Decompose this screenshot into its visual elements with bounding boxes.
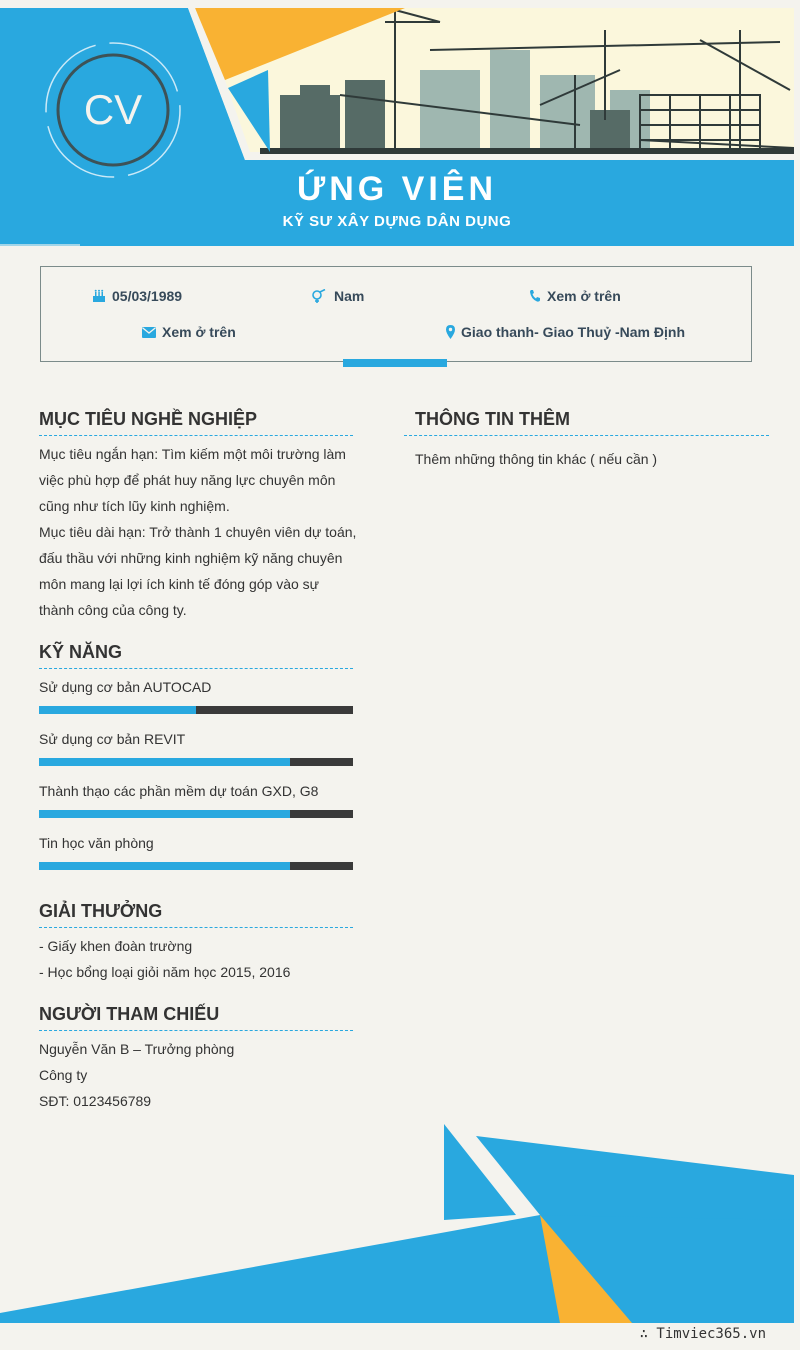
skill-bar-fill bbox=[39, 810, 290, 818]
birthday-value: 05/03/1989 bbox=[112, 288, 183, 304]
address-info bbox=[446, 324, 685, 340]
objective-line: việc phù hợp để phát huy năng lực chuyên môn bbox=[39, 472, 336, 488]
awards-list bbox=[39, 933, 369, 985]
reference-line: Công ty bbox=[39, 1067, 88, 1083]
cv-logo-text: CV bbox=[83, 86, 143, 133]
objective-line: Mục tiêu ngắn hạn: Tìm kiếm một môi trường làm bbox=[39, 446, 346, 462]
objective-line: đấu thầu với những kinh nghiệm kỹ năng chuyên bbox=[39, 550, 343, 566]
site-credit: ∴ Timviec365.vn bbox=[639, 1326, 766, 1342]
skills-heading: KỸ NĂNG bbox=[39, 642, 353, 669]
skill-label: Tin học văn phòng bbox=[39, 835, 154, 851]
skill-label: Sử dụng cơ bản REVIT bbox=[39, 731, 186, 747]
job-title: KỸ SƯ XÂY DỰNG DÂN DỤNG bbox=[282, 213, 512, 230]
references-heading: NGƯỜI THAM CHIẾU bbox=[39, 1004, 353, 1031]
phone-info bbox=[529, 288, 621, 304]
objective-line: Mục tiêu dài hạn: Trở thành 1 chuyên viên dự toán, bbox=[39, 524, 357, 540]
birthday-cake-icon bbox=[92, 289, 106, 303]
award-item: - Giấy khen đoàn trường bbox=[39, 938, 193, 954]
gender-value: Nam bbox=[334, 288, 365, 304]
extra-info-text: Thêm những thông tin khác ( nếu cần ) bbox=[415, 451, 658, 467]
reference-line: SĐT: 0123456789 bbox=[39, 1093, 152, 1109]
address-value: Giao thanh- Giao Thuỷ -Nam Định bbox=[461, 324, 685, 340]
birthday-info bbox=[92, 288, 182, 304]
phone-icon bbox=[529, 289, 541, 303]
skill-bar bbox=[39, 810, 353, 818]
skill-bar bbox=[39, 862, 353, 870]
objective-text bbox=[39, 441, 369, 623]
skill-bar-fill bbox=[39, 706, 196, 714]
personal-info-box bbox=[40, 266, 752, 362]
email-info bbox=[142, 324, 236, 340]
cv-logo bbox=[42, 40, 184, 182]
extra-info-heading: THÔNG TIN THÊM bbox=[404, 409, 769, 436]
gender-info bbox=[311, 288, 364, 304]
envelope-icon bbox=[142, 327, 156, 338]
email-value: Xem ở trên bbox=[162, 324, 236, 340]
phone-value: Xem ở trên bbox=[547, 288, 621, 304]
info-box-accent-bar bbox=[343, 359, 447, 367]
objective-heading: MỤC TIÊU NGHỀ NGHIỆP bbox=[39, 409, 353, 436]
reference-line: Nguyễn Văn B – Trưởng phòng bbox=[39, 1041, 235, 1057]
skill-bar-fill bbox=[39, 862, 290, 870]
awards-heading: GIẢI THƯỞNG bbox=[39, 901, 353, 928]
gender-icon bbox=[311, 289, 328, 303]
map-marker-icon bbox=[446, 325, 455, 339]
references-list bbox=[39, 1036, 369, 1114]
footer-decoration bbox=[0, 1120, 794, 1325]
skill-label: Sử dụng cơ bản AUTOCAD bbox=[39, 679, 212, 695]
skill-label: Thành thạo các phần mềm dự toán GXD, G8 bbox=[39, 783, 319, 799]
skill-bar-fill bbox=[39, 758, 290, 766]
objective-line: thành công của công ty. bbox=[39, 602, 187, 618]
skill-bar bbox=[39, 758, 353, 766]
objective-line: môn mang lại lợi ích kinh tế đóng góp vào sự bbox=[39, 576, 320, 592]
objective-line: cũng như tích lũy kinh nghiệm. bbox=[39, 498, 230, 514]
award-item: - Học bổng loại giỏi năm học 2015, 2016 bbox=[39, 964, 291, 980]
skill-bar bbox=[39, 706, 353, 714]
candidate-name: ỨNG VIÊN bbox=[296, 170, 497, 208]
